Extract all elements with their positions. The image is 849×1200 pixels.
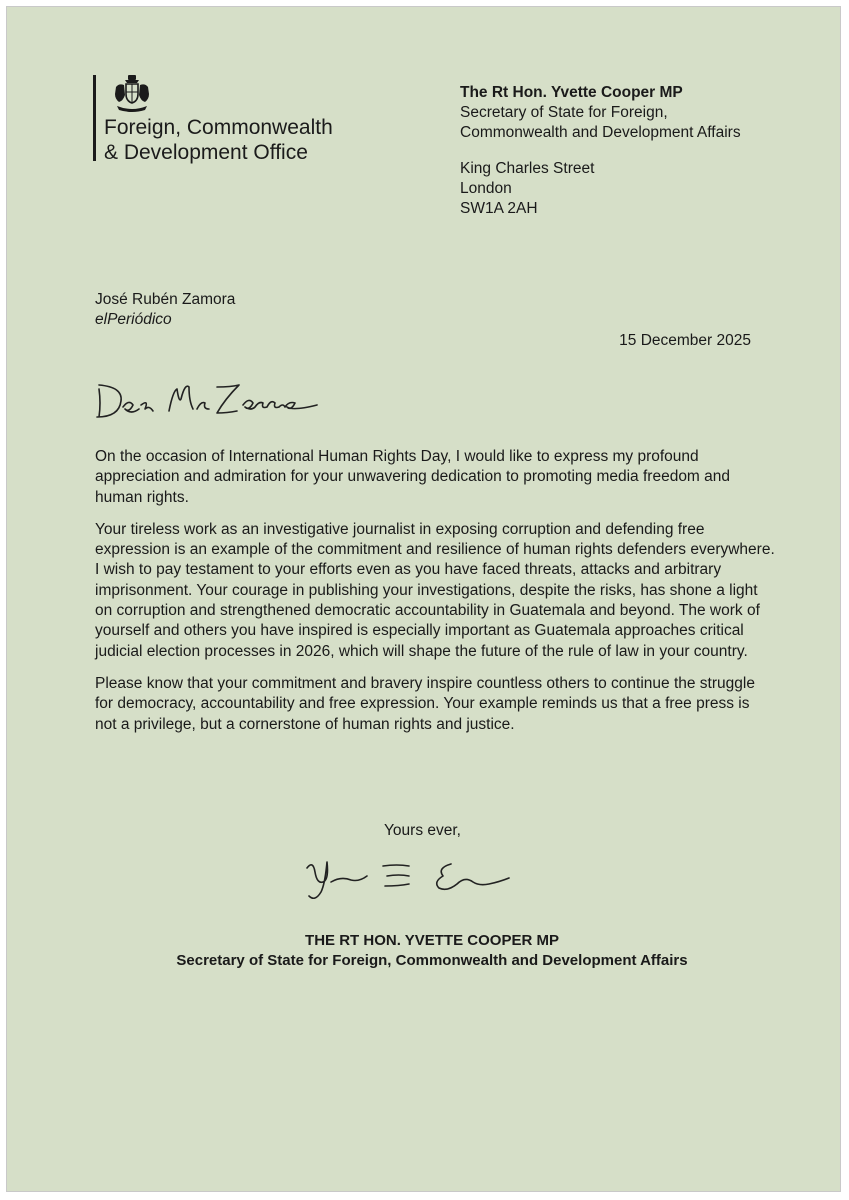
letterhead-rule (93, 75, 96, 161)
body-paragraph-2: Your tireless work as an investigative journalist in exposing corruption and defending free expression is an example of the commitment and resilience of human rights defenders everywhere. I wish to pay testament to your efforts even as you have faced threats, attacks and arbitrary imprisonment. Your courage in publishing your investigations, despite the risks, has shone a light on corruption and strengthened democratic accountability in Guatemala and beyond. The work of yourself and others you have inspired is especially important as Guatemala approaches critical judicial election processes in 2026, which will shape the future of the rule of law in your country. (95, 520, 775, 660)
letter-body (95, 447, 775, 747)
handwritten-salutation (93, 371, 353, 427)
signature-name: THE RT HON. YVETTE COOPER MP (305, 932, 559, 949)
address-line1: King Charles Street (460, 160, 595, 177)
organization-name: Foreign, Commonwealth & Development Office (104, 116, 333, 164)
handwritten-signature (301, 852, 531, 902)
body-paragraph-1: On the occasion of International Human Rights Day, I would like to express my profound appreciation and admiration for your unwavering dedication to promoting media freedom and human rights. (95, 448, 731, 506)
recipient-organization: elPeriódico (95, 311, 172, 328)
letter-page (6, 6, 841, 1192)
sender-title-line2: Commonwealth and Development Affairs (460, 124, 741, 141)
sender-title-line1: Secretary of State for Foreign, (460, 104, 668, 121)
body-paragraph-3: Please know that your commitment and bravery inspire countless others to continue the struggle for democracy, accountability and free expression. Your example reminds us that a free press is not a privilege, but a cornerstone of human rights and justice. (95, 674, 755, 733)
sender-name: The Rt Hon. Yvette Cooper MP (460, 84, 683, 101)
recipient-block (95, 290, 235, 330)
royal-coat-of-arms-icon (111, 73, 153, 115)
address-line3: SW1A 2AH (460, 200, 538, 217)
sender-address (460, 159, 594, 219)
recipient-name: José Rubén Zamora (95, 291, 236, 308)
sender-block (460, 83, 741, 143)
address-line2: London (460, 180, 512, 197)
signature-block (77, 931, 787, 971)
signature-title: Secretary of State for Foreign, Commonwealth and Development Affairs (176, 952, 688, 969)
letter-date: 15 December 2025 (619, 332, 751, 349)
signoff: Yours ever, (384, 822, 461, 839)
